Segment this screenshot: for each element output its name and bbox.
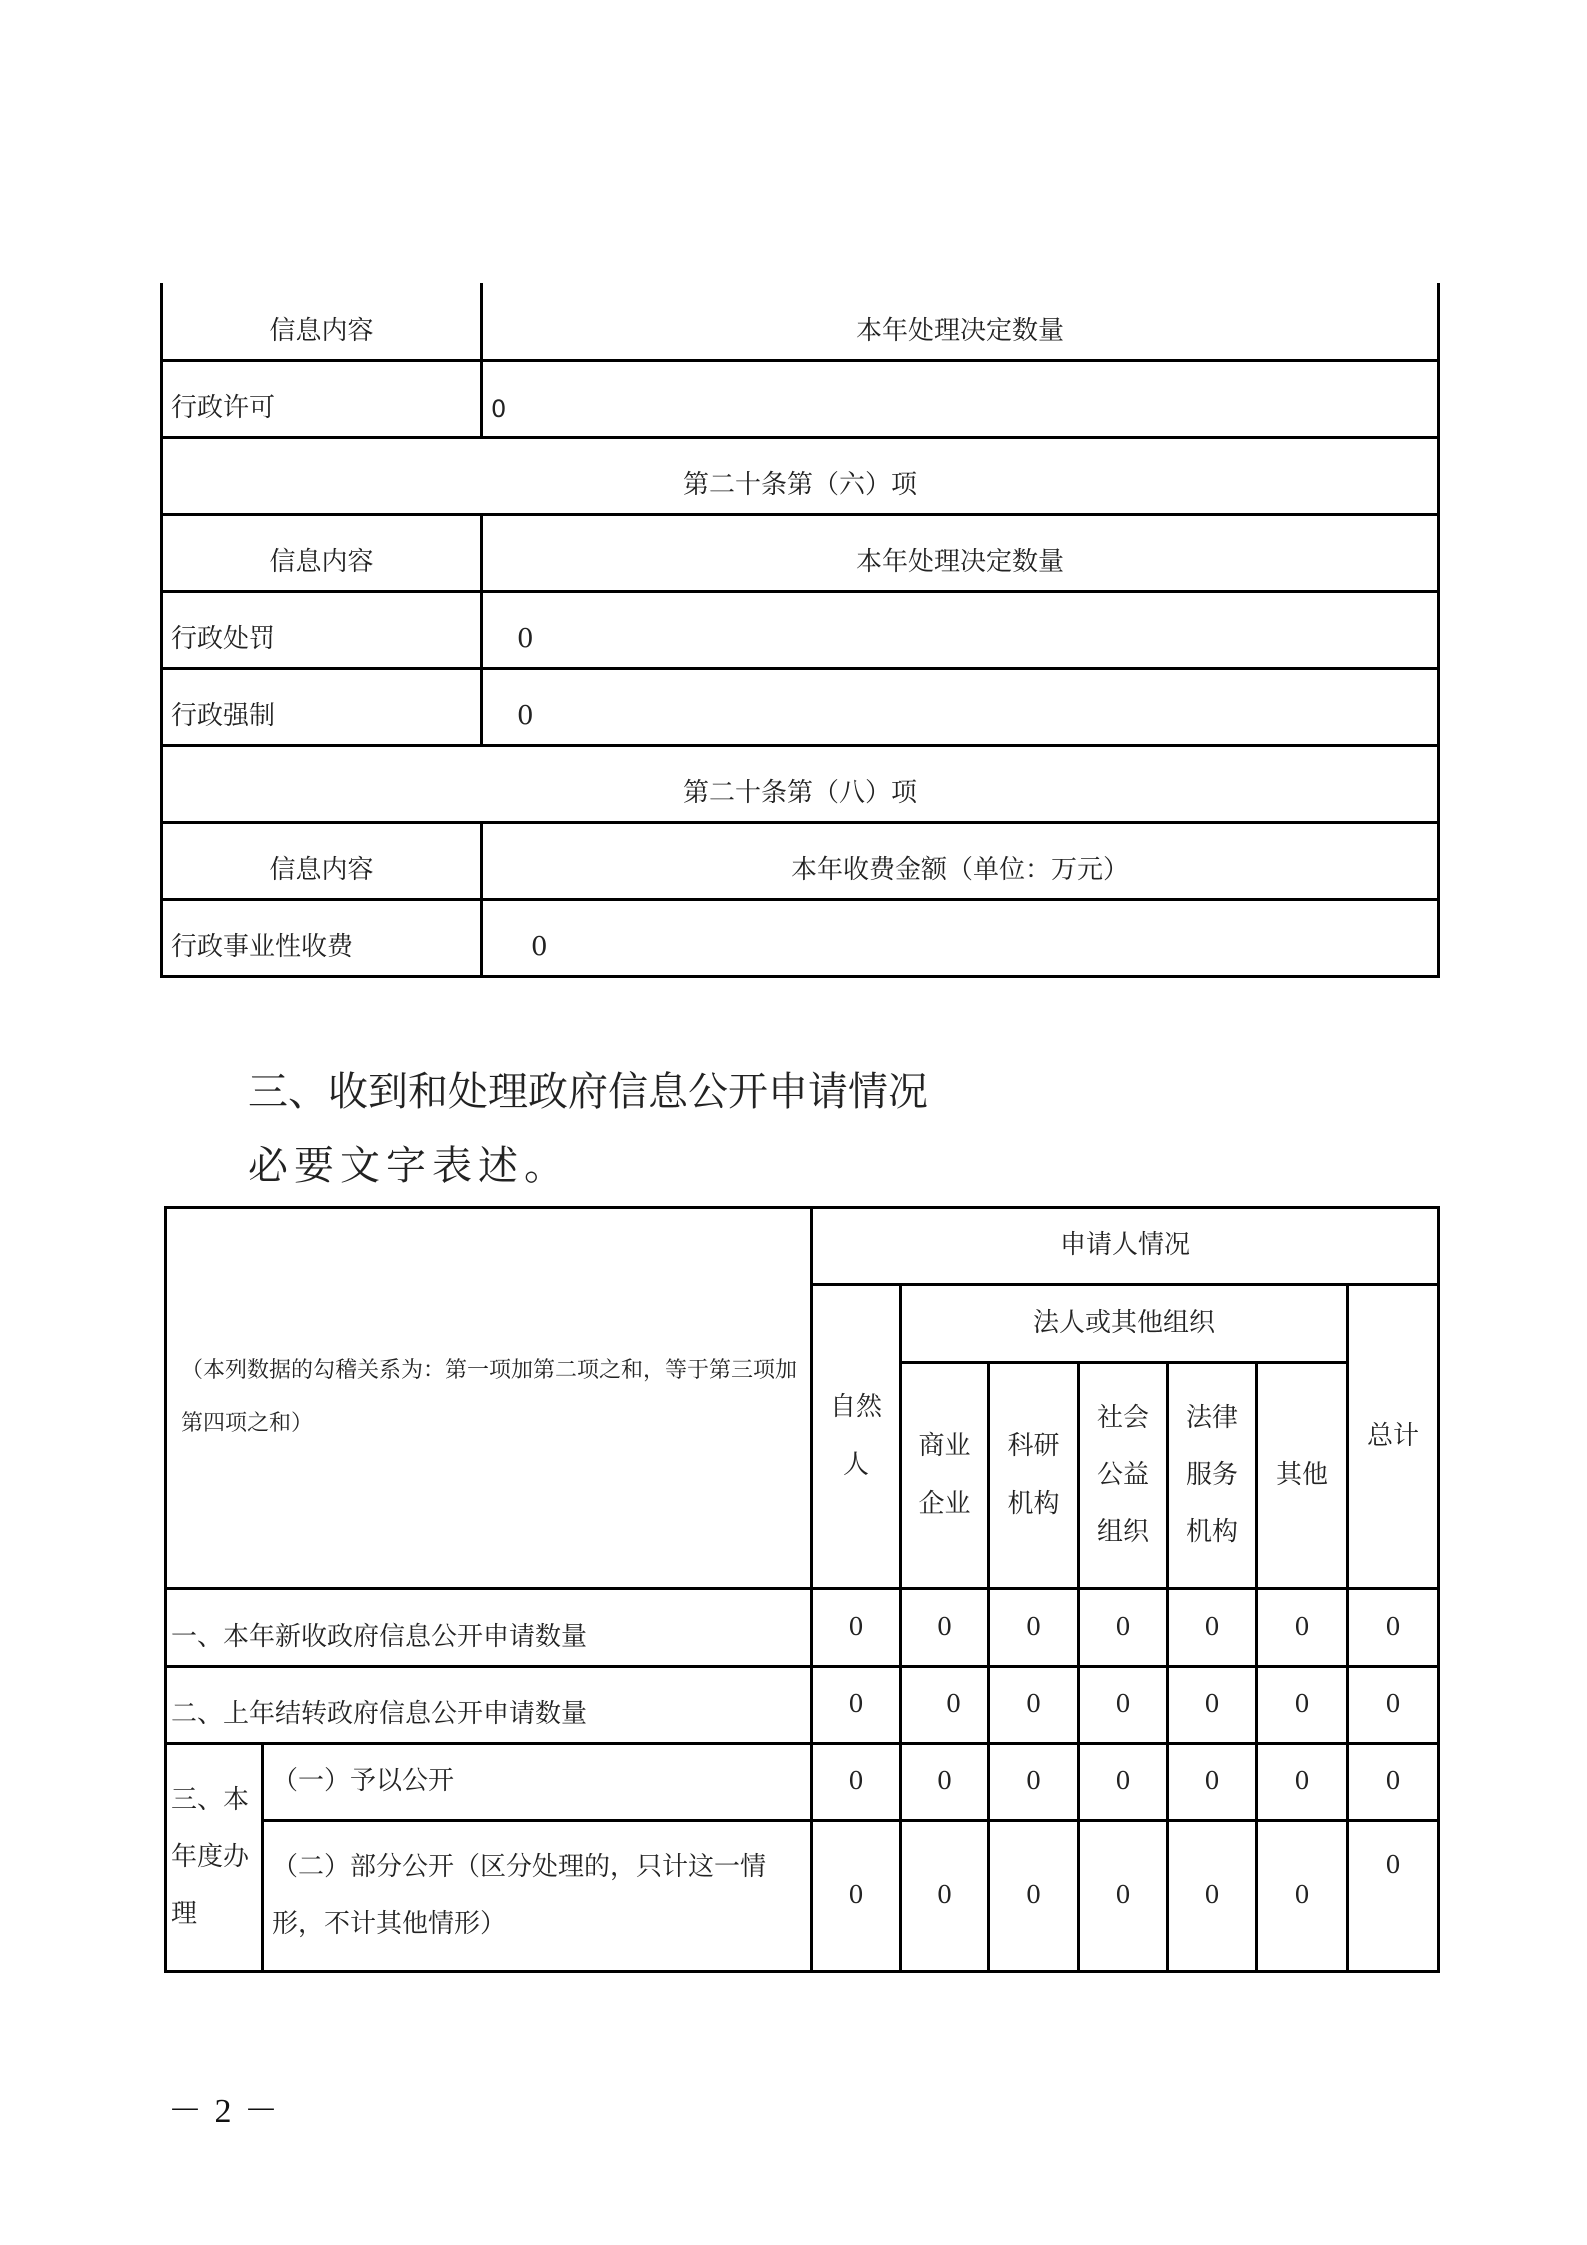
cell-value: 0 [1348, 1667, 1439, 1744]
col-header-legal-service: 法律服务机构 [1168, 1363, 1257, 1589]
natural-person-header: 自然人 [812, 1285, 901, 1589]
col-header-commercial: 商业企业 [901, 1363, 989, 1589]
table-row [166, 1667, 1439, 1744]
applicant-header: 申请人情况 [812, 1208, 1439, 1285]
row-label: （二）部分公开（区分处理的，只计这一情形，不计其他情形） [263, 1821, 812, 1972]
row-value: 0 [482, 360, 1439, 437]
cell-value: 0 [1079, 1589, 1168, 1667]
table-row [162, 899, 1439, 976]
legal-group-header: 法人或其他组织 [901, 1285, 1348, 1363]
cell-value: 0 [989, 1821, 1079, 1972]
header-cell: 信息内容 [162, 283, 482, 360]
col-header-research: 科研机构 [989, 1363, 1079, 1589]
row-label: （一）予以公开 [263, 1744, 812, 1821]
cell-value: 0 [989, 1589, 1079, 1667]
cell-value: 0 [812, 1744, 901, 1821]
table-header-row [162, 822, 1439, 899]
table-row [166, 1821, 1439, 1972]
row-label: 行政许可 [162, 360, 482, 437]
section-heading: 三、收到和处理政府信息公开申请情况 [248, 1069, 928, 1115]
header-cell: 本年处理决定数量 [482, 514, 1439, 591]
row-label: 行政处罚 [162, 591, 482, 668]
cell-value: 0 [1079, 1821, 1168, 1972]
cell-value: 0 [1348, 1589, 1439, 1667]
cell-value: 0 [989, 1667, 1079, 1744]
cell-value: 0 [989, 1744, 1079, 1821]
section-title: 第二十条第（八）项 [162, 745, 1439, 822]
cell-value: 0 [812, 1667, 901, 1744]
cell-value: 0 [1348, 1744, 1439, 1821]
row-label: 行政强制 [162, 668, 482, 745]
row-label: 行政事业性收费 [162, 899, 482, 976]
table-note: （本列数据的勾稽关系为：第一项加第二项之和，等于第三项加第四项之和） [166, 1208, 812, 1589]
col-header-public-welfare: 社会公益组织 [1079, 1363, 1168, 1589]
cell-value: 0 [1348, 1821, 1439, 1972]
section-row [162, 437, 1439, 514]
table-row [166, 1589, 1439, 1667]
cell-value: 0 [1257, 1589, 1348, 1667]
table-header-row [162, 514, 1439, 591]
cell-value: 0 [1079, 1667, 1168, 1744]
row-label: 二、上年结转政府信息公开申请数量 [166, 1667, 812, 1744]
table-row [166, 1744, 1439, 1821]
row-value: 0 [482, 591, 1439, 668]
group-label: 三、本年度办理 [166, 1744, 263, 1972]
row-value: 0 [482, 668, 1439, 745]
cell-value: 0 [1168, 1821, 1257, 1972]
cell-value: 0 [901, 1589, 989, 1667]
section-row [162, 745, 1439, 822]
administrative-info-table [160, 283, 1440, 978]
page-number: － 2 － [168, 2093, 280, 2130]
row-label: 一、本年新收政府信息公开申请数量 [166, 1589, 812, 1667]
col-header-other: 其他 [1257, 1363, 1348, 1589]
total-header: 总计 [1348, 1285, 1439, 1589]
cell-value: 0 [1079, 1744, 1168, 1821]
cell-value: 0 [1168, 1589, 1257, 1667]
table-header-row [162, 283, 1439, 360]
table-row [162, 591, 1439, 668]
section-title: 第二十条第（六）项 [162, 437, 1439, 514]
header-cell: 信息内容 [162, 514, 482, 591]
cell-value: 0 [812, 1589, 901, 1667]
cell-value: 0 [1257, 1667, 1348, 1744]
row-value: 0 [482, 899, 1439, 976]
cell-value: 0 [1257, 1821, 1348, 1972]
cell-value: 0 [1168, 1744, 1257, 1821]
table-header-row [166, 1208, 1439, 1285]
header-cell: 信息内容 [162, 822, 482, 899]
application-stats-table [164, 1206, 1440, 1973]
section-description: 必要文字表述。 [248, 1143, 570, 1189]
cell-value: 0 [1168, 1667, 1257, 1744]
cell-value: 0 [901, 1667, 989, 1744]
cell-value: 0 [901, 1744, 989, 1821]
header-cell: 本年收费金额（单位：万元） [482, 822, 1439, 899]
header-cell: 本年处理决定数量 [482, 283, 1439, 360]
cell-value: 0 [1257, 1744, 1348, 1821]
table-row [162, 668, 1439, 745]
cell-value: 0 [812, 1821, 901, 1972]
cell-value: 0 [901, 1821, 989, 1972]
table-row [162, 360, 1439, 437]
